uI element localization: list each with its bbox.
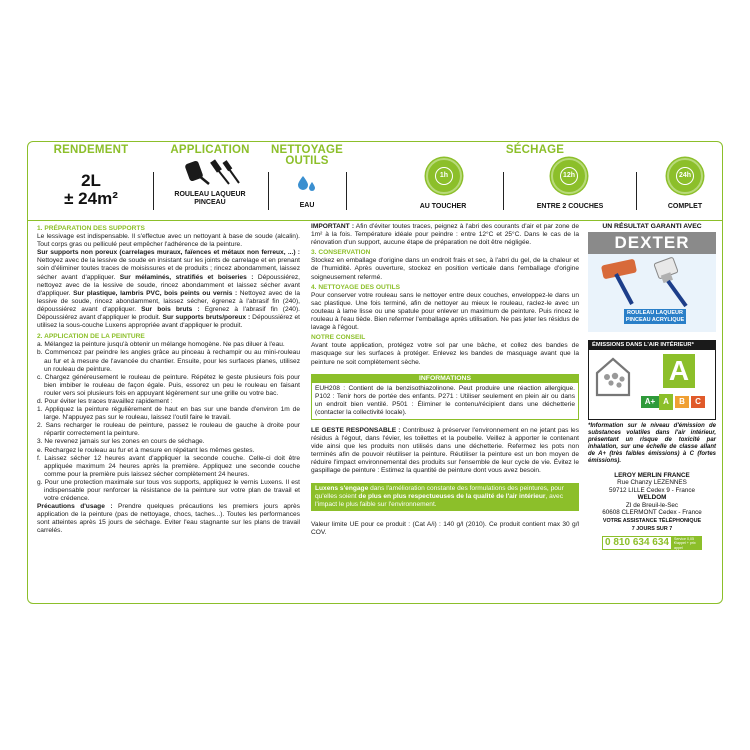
grade-a-plus: A+	[641, 396, 659, 408]
emissions-note: *Information sur le niveau d'émission de substances volatiles dans l'air intérieur, présentant un risque de toxicité par inhalation, sur une échelle de classe allant de A+ (très faibles émissions) à C (fortes émissions).	[588, 423, 716, 464]
grade-b: B	[675, 396, 689, 408]
application-tool-2: PINCEAU	[194, 199, 226, 206]
rendement-volume: 2L	[81, 171, 101, 190]
application-step: 3. Ne revenez jamais sur les zones en cours de séchage.	[37, 438, 205, 446]
weldom-city: 60608 CLERMONT Cedex - France	[602, 509, 702, 517]
leroy-merlin-address: Rue Chanzy LEZENNES	[617, 479, 687, 487]
application-step: f. Laissez sécher 12 heures avant d'appliquer la seconde couche. Celle-ci doit être appliquée maximum 24 heures après la première. Appliquez une seconde couche comme pour la première puis laissez sécher complètement 24 heures.	[37, 454, 300, 478]
application-step: g. Pour une protection maximale sur tous vos supports, appliquez le vernis Luxens. Il est indispensable pour renforcer la résistance de la peinture sur votre plan de travail et votre crédence.	[37, 478, 300, 503]
dexter-product-label: ROULEAU LAQUEUR PINCEAU ACRYLIQUE	[625, 310, 685, 323]
house-icon	[593, 355, 633, 397]
divider	[268, 172, 269, 210]
phone-number: 0 810 634 634	[602, 536, 672, 550]
section-title-nettoyage: 4. NETTOYAGE DES OUTILS	[311, 283, 401, 291]
leroy-merlin-city: 59712 LILLE Cedex 9 - France	[608, 486, 696, 494]
sechage-label-between: ENTRE 2 COUCHES	[536, 203, 604, 210]
sechage-block	[348, 142, 722, 212]
emissions-box	[588, 340, 716, 420]
sechage-label-touch: AU TOUCHER	[419, 203, 467, 210]
informations-box	[311, 374, 579, 420]
divider	[503, 172, 504, 210]
luxens-engagement: Luxens s'engage dans l'amélioration constante des formulations des peintures, pour qu'elles soient de plus en plus respectueuses de la qualité de l'air intérieur, avec l'impact le plus faible sur l'environnement.	[311, 483, 579, 511]
garantie-title: UN RÉSULTAT GARANTI AVEC	[602, 223, 702, 230]
application-step: 1. Appliquez la peinture régulièrement de haut en bas sur une bande d'environ 1m de large. N'appuyez pas sur le rouleau, laissez l'outil faire le travail.	[37, 406, 300, 422]
rendement-block	[32, 142, 150, 212]
application-step: 2. Sans recharger le rouleau de peinture, passez le rouleau de gauche à droite pour répartir correctement la peinture.	[37, 422, 300, 438]
grade-c: C	[691, 396, 705, 408]
application-block	[155, 142, 265, 212]
application-step: c. Chargez généreusement le rouleau de peinture. Répétez le geste plusieurs fois pour bien imbiber le rouleau de façon égale. Puis, essorez un peu le rouleau en faisant rouler vers soi plusieurs fois en appuyant légèrement sur une grille ou votre bac.	[37, 373, 300, 397]
phone-note: Service 0,05 €/appel + prix appel	[672, 536, 702, 550]
nettoyage-text: Pour conserver votre rouleau sans le nettoyer entre deux couches, enveloppez-le dans un sac plastique. Une fois terminé, afin de nettoyer au mieux le rouleau, raclez-le avec un couteau à lame lisse ou une spatule pour enlever un maximum de peinture. Puis rincez le rouleau à l'eau tiède. Bien refermer l'emballage après utilisation. Ne pas jeter les résidus de lavage à l'égout.	[311, 291, 579, 332]
preparation-intro: Le lessivage est indispensable. Il s'effectue avec un nettoyant à base de soude (alcalin). Tout corps gras ou pelliculé peut empêcher l'adhérence de la peinture.	[37, 233, 300, 249]
roller-brush-product-icon	[588, 254, 716, 312]
section-title-application: 2. APPLICATION DE LA PEINTURE	[37, 333, 145, 341]
application-step: e. Rechargez le rouleau au fur et à mesure en répétant les mêmes gestes.	[37, 446, 255, 454]
divider	[153, 172, 154, 210]
assistance-line-2: 7 JOURS SUR 7	[631, 525, 673, 532]
water-drop-icon	[295, 172, 319, 196]
clock-icon-12h: 12h	[551, 158, 587, 194]
emission-grade: A	[663, 354, 695, 388]
application-step: b. Commencez par peindre les angles grâce au pinceau à rechampir ou au mini-rouleau au fur et à mesure de l'avancée du chantier. Ensuite, pour les surfaces planes, utilisez un rouleau de peinture.	[37, 349, 300, 373]
product-label	[27, 141, 723, 604]
precautions: Précautions d'usage : Prendre quelques précautions les premiers jours après application de la peinture (pas de nettoyage, chocs, taches...). Toutes les performances sont atteintes après 15 jours de séchage. Eviter l'eau stagnante sur les plans de travail carrelés.	[37, 503, 300, 535]
nettoyage-label: EAU	[299, 202, 315, 209]
instructions-column	[37, 223, 300, 536]
cov-value: Valeur limite UE pour ce produit : (Cat A/i) : 140 g/l (2010). Ce produit contient max 30 g/l COV.	[311, 520, 579, 536]
dexter-product-image	[588, 254, 716, 332]
divider	[636, 172, 637, 210]
sechage-label-complete: COMPLET	[667, 203, 703, 210]
phone-block	[588, 536, 716, 550]
rendement-title: RENDEMENT	[53, 144, 129, 156]
informations-text: EUH208 : Contient de la benzisothiazolinone. Peut produire une réaction allergique. P102 : Tenir hors de portée des enfants. P271 : Utiliser seulement en plein air ou dans un endroit bien ventilé. P501 : Éliminer le contenu/récipient dans une déchetterie (contacter la collectivité locale).	[315, 384, 575, 416]
header-rule	[28, 220, 722, 221]
distributor-info	[588, 472, 716, 533]
application-step: d. Pour éviter les traces travaillez rapidement :	[37, 397, 173, 405]
clock-icon-24h: 24h	[667, 158, 703, 194]
emissions-title: ÉMISSIONS DANS L'AIR INTÉRIEUR*	[589, 341, 715, 350]
roller-brush-icon	[165, 158, 255, 186]
divider	[346, 172, 347, 210]
grade-a: A	[659, 394, 673, 410]
header-band	[28, 142, 722, 216]
sechage-title: SÉCHAGE	[505, 144, 565, 156]
dexter-logo: DEXTER	[588, 232, 716, 254]
section-title-conseil: NOTRE CONSEIL	[311, 334, 366, 342]
important-note: IMPORTANT : Afin d'éviter toutes traces, peignez à l'abri des courants d'air et par zone de 1m² à la fois. Température idéale pour peindre : entre 12°C et 25°C. Dans le cas de la rénovation d'un support, aucune étape de préparation ne doit être négligée.	[311, 223, 579, 247]
assistance-line-1: VOTRE ASSISTANCE TÉLÉPHONIQUE	[602, 518, 702, 525]
application-tool-1: ROULEAU LAQUEUR	[174, 191, 246, 198]
weldom-address: ZI de Breuil-le-Sec	[625, 501, 679, 509]
nettoyage-title-2: OUTILS	[285, 155, 329, 167]
info-column	[311, 223, 579, 537]
section-title-preparation: 1. PRÉPARATION DES SUPPORTS	[37, 225, 145, 232]
application-step: a. Mélangez la peinture jusqu'à obtenir un mélange homogène. Ne pas diluer à l'eau.	[37, 341, 285, 349]
leroy-merlin-name: LEROY MERLIN FRANCE	[614, 472, 690, 479]
geste-responsable: LE GESTE RESPONSABLE : Contribuez à préserver l'environnement en ne jetant pas les résidus à l'égout, dans l'évier, les toilettes et la poubelle. Veillez à apporter le contenant vide ainsi que les produits non utilisés dans une déchetterie. Refermez les pots non terminés afin de pouvoir réutiliser la peinture. Réutiliser la peinture est un bon moyen de réduire l'impact environnemental des produits sur l'ensemble de leur cycle de vie. Évitez le gaspillage de peinture : Estimez la quantité de peinture dont vous avez besoin.	[311, 426, 580, 475]
conservation-text: Stockez en emballage d'origine dans un endroit frais et sec, à l'abri du gel, de la chaleur et de l'humidité. Après ouverture, stockez en position verticale dans l'emballage d'origine soigneusement refermé.	[311, 257, 579, 281]
weldom-name: WELDOM	[637, 494, 667, 502]
application-title: APPLICATION	[170, 144, 250, 156]
informations-title: INFORMATIONS	[312, 375, 578, 383]
clock-icon-1h: 1h	[426, 158, 462, 194]
section-title-conservation: 3. CONSERVATION	[311, 249, 371, 257]
conseil-text: Avant toute application, protégez votre sol par une bâche, et collez des bandes de masquage sur les surfaces à protéger. Enlevez les bandes de masquage avant que la peinture ne soit complètement sèche.	[311, 342, 579, 366]
rendement-area: ± 24m²	[64, 189, 118, 208]
nettoyage-title-1: NETTOYAGE	[270, 144, 344, 156]
preparation-supports: Sur supports non poreux (carrelages muraux, faïences et métaux non ferreux, ...) : Nettoyez avec de la lessive de soude en insistant sur les joints de carrelage et en prenant soin d'éliminer toutes traces de moisissures et de produits ; rincez abondamment, laissez sécher avant d'appliquer. Sur mélaminés, stratifiés et boiseries : Dépoussiérez, nettoyez avec de la lessive de soude, rincez abondamment et laissez sécher avant d'appliquer. Sur plastique, lambris PVC, bois peints ou vernis : Nettoyez avec de la lessive de soude, rincez abondamment, laissez sécher, égrenez à l'abrasif fin (240), dépoussiérez avant d'appliquer. Sur bois bruts : Egrenez à l'abrasif fin (240). Dépoussiérez avant d'appliquer le produit. Sur supports bruts/poreux : Dépoussiérez et utilisez la sous-couche Luxens appropriée avant d'appliquer le produit.	[37, 249, 301, 330]
brand-column	[588, 223, 716, 550]
nettoyage-block	[270, 142, 344, 212]
